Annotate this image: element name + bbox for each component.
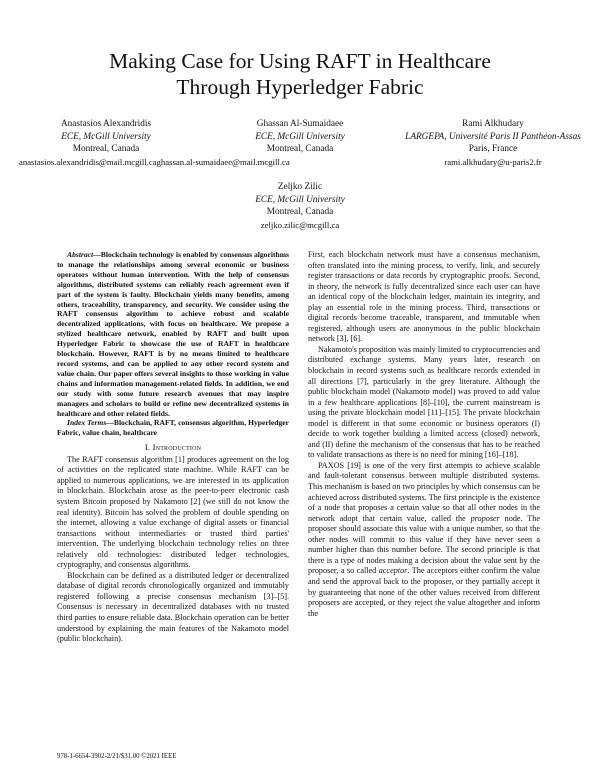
author-email[interactable]: zeljko.zilic@mcgill.ca (260, 219, 340, 230)
body-paragraph: First, each blockchain network must have a consensus mechanism, often translated into the mining process, to verify, link, and securely register transactions or data records by cryptographic proofs. Second, in theory, the network is fully decentralized since each user can have an identical copy of the blockchain ledger, maintain its integrity, and play an essential role in the mining process. Third, transactions or digital records become traceable, transparent, and immutable when registered, although users are anonymous in the public blockchain network [3], [6]. (308, 250, 540, 344)
author-name: Ghassan Al-Sumaidaee (256, 119, 344, 129)
author-location: Paris, France (468, 144, 518, 154)
title-line-1: Making Case for Using RAFT in Healthcare (109, 49, 491, 73)
paxos-text-part: PAXOS [19] is one of the very first attempts to achieve scalable and fault-tolerant consensus between multiple distributed systems. This mechanism is based on two principles by which consensus can be achieved across distributed systems. The first principle is the existence of a node that proposes a certain value so that all other nodes in the network adopt that certain value, called the (308, 460, 540, 523)
author-name: Zeljko Zilic (277, 182, 323, 192)
index-terms-text: —Blockchain, RAFT, consensus algorithm, Hyperledger Fabric, value chain, healthcare (57, 418, 290, 438)
copyright-footer: 978-1-6654-3902-2/21/$31.00 ©2021 IEEE (57, 753, 177, 760)
right-column (308, 250, 540, 619)
author-name: Anastasios Alexandridis (60, 119, 152, 129)
paxos-text-part: node. The proposer should associate this value with a unique number, so that the other nodes will commit to this value if they have never seen a number higher than this number before. The second principle is that there is a type of nodes making a decision about the value sent by the proposer, a so called (308, 513, 540, 576)
section-number: I. (144, 442, 151, 453)
author-block-1 (18, 118, 194, 156)
author-affiliation: ECE, McGill University (61, 131, 151, 142)
emphasis-acceptor: acceptor (378, 566, 408, 576)
author-name: Rami Alkhudary (462, 119, 524, 129)
author-affiliation: ECE, McGill University (255, 131, 345, 142)
author-affiliation: LARGEPA, Université Paris II Panthéon-Assas (405, 131, 581, 142)
author-emails-combined[interactable]: anastasios.alexandridis@mail.mcgill.caghassan.al-sumaidaee@mail.mcgill.ca (19, 156, 290, 167)
author-location: Montreal, Canada (266, 207, 334, 217)
author-block-4 (190, 181, 410, 231)
body-paragraph: Nakamoto's proposition was mainly limited to cryptocurrencies and distributed exchange systems. Many years later, research on blockchain in record systems such as healthcare records extended in all directions [7], particularly in the grey literature. Although the public blockchain model (Nakamoto model) was proved to add value in a few healthcare applications [8]–[10], the current mainstream is using the private blockchain model [11]–[15]. The private blockchain model is different in that some economic or business operators (I) decide to work together building a limited access (closed) network, and (II) define the mechanism of the consensus that has to be reached to validate transactions as there is no need for mining [16]–[18]. (308, 344, 540, 460)
section-heading-introduction (57, 442, 289, 453)
index-terms (57, 418, 289, 438)
body-paragraph: Blockchain can be defined as a distributed ledger or decentralized database of digital records chronologically organized and immutably registered following a precise consensus mechanism [3]–[5]. Consensus is necessary in decentralized databases with no trusted third parties to ensure reliable data. Blockchain operation can be better understood by explaining the main features of the Nakamoto model (public blockchain). (57, 570, 289, 644)
abstract-label: Abstract (67, 250, 94, 259)
emphasis-proposer: proposer (470, 513, 500, 523)
title-line-2: Through Hyperledger Fabric (176, 75, 424, 99)
body-paragraph-paxos (308, 461, 540, 619)
paxos-text-part: . The acceptors either confirm the value and send the approval back to the proposer, or they partially accept it by guaranteeing that none of the other values received from different proposers are accepted, or they reject the value altogether and inform the (308, 566, 540, 618)
paper-title (0, 48, 600, 100)
body-paragraph: The RAFT consensus algorithm [1] produces agreement on the log of activities on the replicated state machine. While RAFT can be applied to numerous applications, we are interested in its application in blockchain. Blockchain arose as the peer-to-peer electronic cash system Bitcoin proposed by Nakamoto [2] (we still do not know the real identity). Bitcoin has solved the problem of double spending on the internet, allowing a value exchange of digital assets or financial transactions without intermediaries or trusted third parties' intervention. The underlying blockchain technology relies on three relatively old technologies: distributed ledger technologies, cryptography, and consensus algorithms. (57, 454, 289, 570)
author-location: Montreal, Canada (266, 144, 334, 154)
abstract (57, 250, 289, 418)
left-column (57, 250, 289, 645)
section-title: Introduction (152, 442, 202, 453)
index-terms-label: Index Terms (67, 418, 107, 428)
abstract-text: —Blockchain technology is enabled by consensus algorithms to manage the relationships among several economic or business operators without human intervention. With the help of consensus algorithms, distributed systems can reliably reach agreement even if part of the system is faulty. Blockchain yields many benefits, among others, traceability, transparency, and security. We consider using the RAFT consensus algorithm to achieve robust and scalable decentralized applications, with focus on healthcare. We propose a stylized healthcare network, enabled by RAFT and built upon Hyperledger Fabric to showcase the use of RAFT in healthcare blockchain. However, RAFT is by no means limited to healthcare record systems, and can be applied to any other record system and value chain. Our paper offers several insights to those working in value chains and information management-related fields. In addition, we end our study with some future research avenues that may inspire managers and scholars to build or refine new decentralized systems in healthcare and other related fields. (57, 250, 289, 418)
author-email[interactable]: rami.alkhudary@u-paris2.fr (444, 156, 542, 167)
author-block-2 (200, 118, 400, 156)
author-location: Montreal, Canada (72, 144, 140, 154)
author-block-3 (388, 118, 598, 168)
author-affiliation: ECE, McGill University (255, 194, 345, 205)
